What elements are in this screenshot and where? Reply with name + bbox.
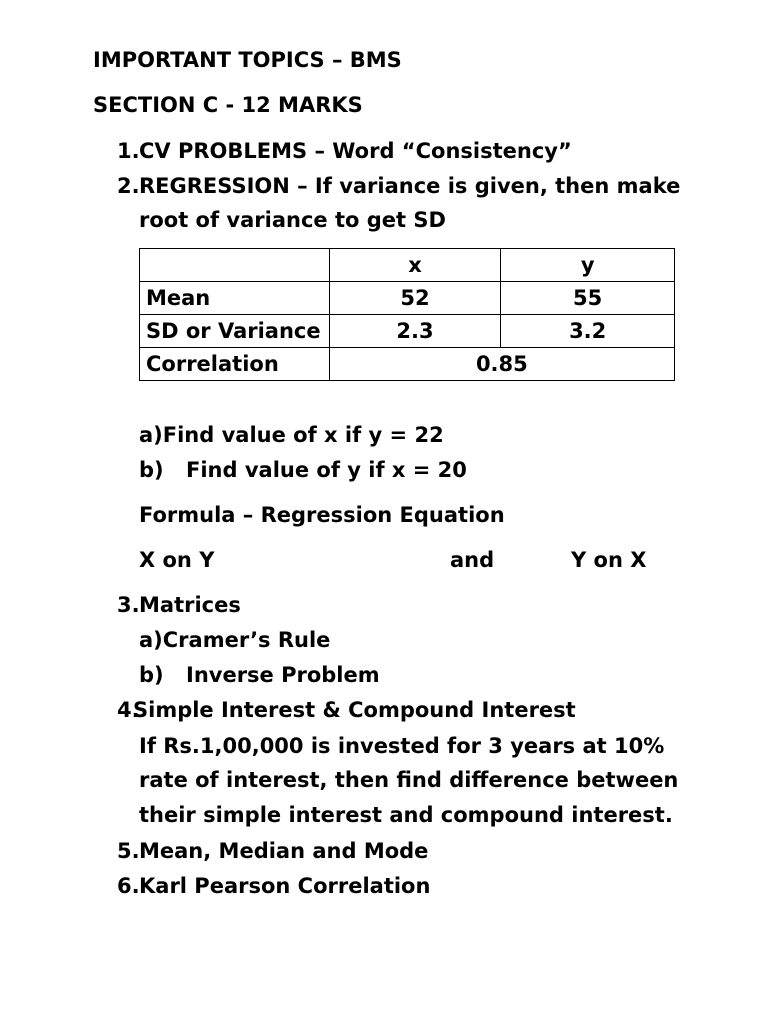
table-cell: 52 bbox=[329, 282, 501, 315]
item-number-3: 3. bbox=[117, 593, 140, 617]
table-cell-merged: 0.85 bbox=[329, 348, 674, 381]
matrices-sub-b-marker: b) bbox=[139, 663, 164, 687]
item-text-2: REGRESSION – If variance is given, then make bbox=[139, 174, 681, 198]
matrices-sub-b: Inverse Problem bbox=[186, 663, 380, 687]
regression-formula-heading: Formula – Regression Equation bbox=[139, 503, 505, 527]
item-text-2-continuation: root of variance to get SD bbox=[139, 208, 446, 232]
interest-problem-line-3: their simple interest and compound interest. bbox=[139, 803, 673, 827]
regression-eq-y-on-x: Y on X bbox=[571, 548, 647, 572]
matrices-sub-a: a)Cramer’s Rule bbox=[139, 628, 331, 652]
item-text-4: Simple Interest & Compound Interest bbox=[133, 698, 576, 722]
interest-problem-line-1: If Rs.1,00,000 is invested for 3 years at 10% bbox=[139, 734, 665, 758]
table-row bbox=[140, 315, 675, 348]
item-text-5: Mean, Median and Mode bbox=[139, 839, 429, 863]
regression-question-a: a)Find value of x if y = 22 bbox=[139, 423, 444, 447]
section-heading: SECTION C - 12 MARKS bbox=[93, 93, 363, 117]
item-text-1: CV PROBLEMS – Word “Consistency” bbox=[139, 139, 572, 163]
interest-problem-line-2: rate of interest, then find difference between bbox=[139, 768, 679, 792]
item-text-6: Karl Pearson Correlation bbox=[139, 874, 431, 898]
item-number-4: 4. bbox=[117, 698, 140, 722]
table-row-label: Mean bbox=[140, 282, 330, 315]
table-header-cell: x bbox=[329, 249, 501, 282]
item-number-6: 6. bbox=[117, 874, 140, 898]
document-title: IMPORTANT TOPICS – BMS bbox=[93, 48, 402, 72]
item-number-5: 5. bbox=[117, 839, 140, 863]
table-header-row bbox=[140, 249, 675, 282]
table-cell: 2.3 bbox=[329, 315, 501, 348]
item-number-2: 2. bbox=[117, 174, 140, 198]
table-header-cell bbox=[140, 249, 330, 282]
regression-eq-x-on-y: X on Y bbox=[139, 548, 215, 572]
table-header-cell: y bbox=[501, 249, 675, 282]
table-row-label: SD or Variance bbox=[140, 315, 330, 348]
regression-table bbox=[139, 248, 675, 381]
table-cell: 55 bbox=[501, 282, 675, 315]
item-text-3: Matrices bbox=[139, 593, 241, 617]
table-row-label: Correlation bbox=[140, 348, 330, 381]
table-row bbox=[140, 348, 675, 381]
regression-question-b: Find value of y if x = 20 bbox=[186, 458, 467, 482]
regression-eq-and: and bbox=[450, 548, 495, 572]
regression-question-b-marker: b) bbox=[139, 458, 164, 482]
table-row bbox=[140, 282, 675, 315]
table-cell: 3.2 bbox=[501, 315, 675, 348]
item-number-1: 1. bbox=[117, 139, 140, 163]
